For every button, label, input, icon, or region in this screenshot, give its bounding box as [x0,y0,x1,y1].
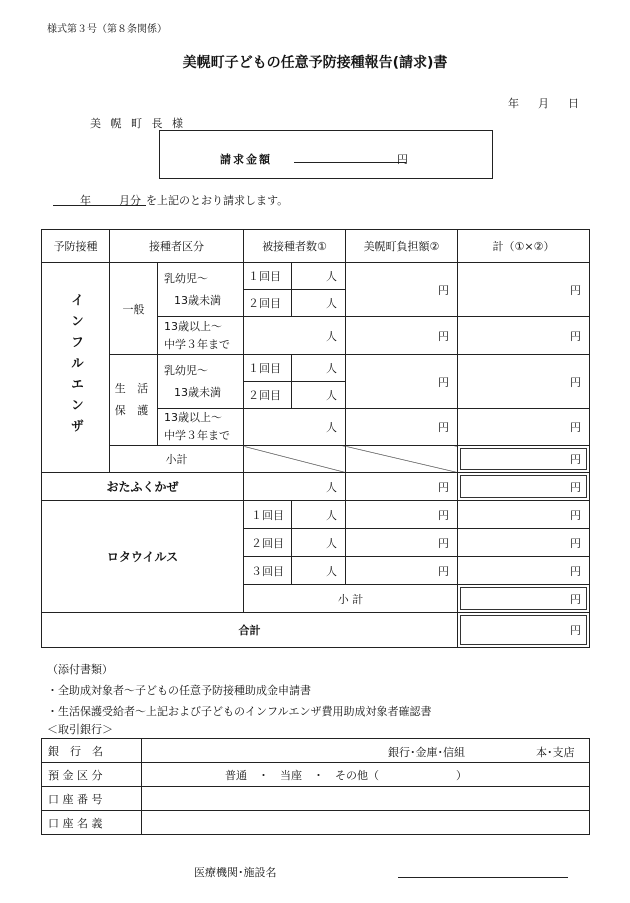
attachment-item-1: ・全助成対象者～子どもの任意予防接種助成金申請書 [47,684,311,697]
rota-subtotal-label: 小 計 [244,585,458,613]
rota-subtotal-cell[interactable]: 円 [458,585,590,613]
date-year: 年 [508,97,519,110]
dose-1: １回目 [244,355,292,382]
general-label: 一般 [110,263,158,355]
welfare-label: 生 活 保 護 [110,355,158,446]
burden-cell[interactable]: 円 [346,501,458,529]
claim-amount-box [159,130,493,179]
bank-types: 銀行･金庫･信組 [388,746,465,759]
total-cell[interactable]: 円 [458,263,590,317]
count-cell[interactable]: 人 [292,501,346,529]
welfare-infant-label: 乳幼児～ 13歳未満 [158,355,244,409]
dose-1: １回目 [244,263,292,290]
deposit-type-field[interactable]: 普通 ・ 当座 ・ その他（ ） [142,763,590,787]
form-number: 様式第３号（第８条関係） [47,24,167,35]
count-cell[interactable]: 人 [292,290,346,317]
claim-amount-unit: 円 [397,153,408,166]
burden-cell[interactable]: 円 [346,473,458,501]
claim-amount-label: 請求金額 [220,153,272,166]
burden-cell[interactable]: 円 [346,529,458,557]
header-total: 計（①×②） [458,230,590,263]
bank-name-label: 銀 行 名 [42,739,142,763]
count-cell[interactable]: 人 [244,409,346,446]
date-day: 日 [568,97,579,110]
header-category: 接種者区分 [110,230,244,263]
dose-3: ３回目 [244,557,292,585]
count-cell[interactable]: 人 [292,263,346,290]
form-title: 美幌町子どもの任意予防接種報告(請求)書 [182,55,448,71]
total-cell[interactable]: 円 [458,557,590,585]
total-cell[interactable]: 円 [458,355,590,409]
count-cell[interactable]: 人 [292,382,346,409]
period-month: 月分 [119,194,141,207]
count-cell[interactable]: 人 [292,529,346,557]
diagonal-cell [244,446,346,473]
grand-total-label: 合計 [42,613,458,648]
addressee: 美 幌 町 長 様 [90,117,186,130]
attachment-item-2: ・生活保護受給者～上記および子どものインフルエンザ費用助成対象者確認書 [47,705,432,718]
total-cell[interactable]: 円 [458,409,590,446]
grand-total-cell[interactable]: 円 [458,613,590,648]
general-infant-label: 乳幼児～ 13歳未満 [158,263,244,317]
burden-cell[interactable]: 円 [346,355,458,409]
dose-2: ２回目 [244,382,292,409]
diagonal-cell [346,446,458,473]
deposit-type-label: 預 金 区 分 [42,763,142,787]
header-vaccine: 予防接種 [42,230,110,263]
bank-name-field[interactable] [142,739,590,763]
facility-field[interactable] [398,877,568,878]
otafuku-label: おたふくかぜ [42,473,244,501]
account-holder-label: 口 座 名 義 [42,811,142,835]
account-holder-field[interactable] [142,811,590,835]
dose-2: ２回目 [244,290,292,317]
vaccination-table [41,229,590,648]
date-month: 月 [538,97,549,110]
rota-label: ロタウイルス [42,501,244,613]
burden-cell[interactable]: 円 [346,557,458,585]
count-cell[interactable]: 人 [244,473,346,501]
total-cell[interactable]: 円 [458,317,590,355]
influenza-subtotal-label: 小計 [110,446,244,473]
facility-label: 医療機関･施設名 [194,866,277,879]
bank-heading: ＜取引銀行＞ [47,723,113,736]
claim-amount-field[interactable] [294,162,406,163]
bank-table [41,738,590,835]
general-teen-label: 13歳以上～ 中学３年まで [158,317,244,355]
total-cell[interactable]: 円 [458,529,590,557]
influenza-label: インフルエンザ [42,263,110,473]
attachments-heading: （添付書類） [47,663,113,676]
account-number-field[interactable] [142,787,590,811]
period-text: を上記のとおり請求します。 [146,194,289,207]
burden-cell[interactable]: 円 [346,409,458,446]
welfare-teen-label: 13歳以上～ 中学３年まで [158,409,244,446]
otafuku-total-cell[interactable]: 円 [458,473,590,501]
dose-1: １回目 [244,501,292,529]
header-count: 被接種者数① [244,230,346,263]
period-year: 年 [80,194,91,207]
burden-cell[interactable]: 円 [346,263,458,317]
count-cell[interactable]: 人 [244,317,346,355]
dose-2: ２回目 [244,529,292,557]
influenza-subtotal-cell[interactable]: 円 [458,446,590,473]
burden-cell[interactable]: 円 [346,317,458,355]
total-cell[interactable]: 円 [458,501,590,529]
account-number-label: 口 座 番 号 [42,787,142,811]
count-cell[interactable]: 人 [292,355,346,382]
header-burden: 美幌町負担額② [346,230,458,263]
branch-label: 本･支店 [536,746,575,759]
count-cell[interactable]: 人 [292,557,346,585]
